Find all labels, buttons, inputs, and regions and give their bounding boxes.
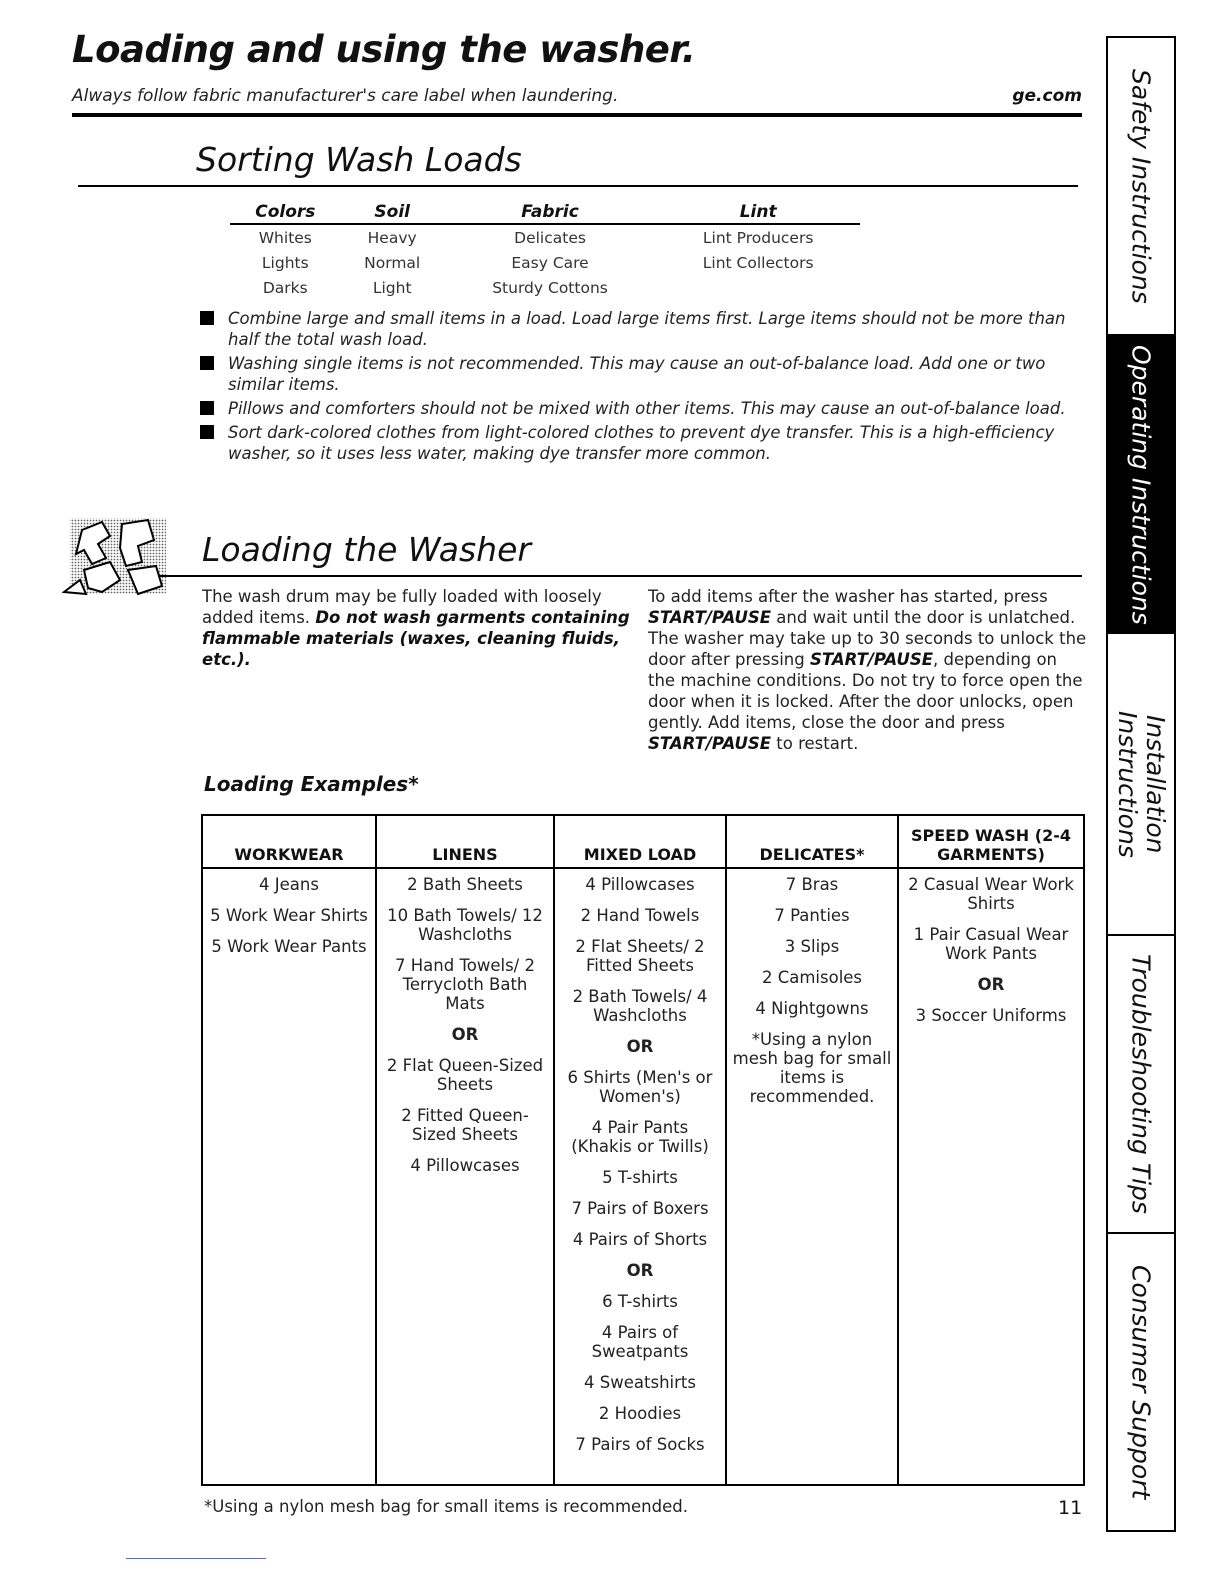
list-item: 4 Sweatshirts	[584, 1373, 696, 1392]
list-item: 2 Hand Towels	[580, 906, 700, 925]
or-separator: OR	[626, 1037, 654, 1056]
loading-section-title: Loading the Washer	[202, 530, 531, 569]
table-cell: Delicates	[514, 229, 586, 247]
header-rule	[72, 113, 1082, 117]
tab-consumer-support[interactable]	[1108, 1234, 1174, 1530]
table-cell: Lint Collectors	[702, 254, 814, 272]
loading-right-paragraph	[648, 586, 1088, 754]
bullet-text: Sort dark-colored clothes from light-colored clothes to prevent dye transfer. This is a high-efficiency washer, so it uses less water, making dye transfer more common.	[228, 423, 1055, 463]
tab-troubleshooting-tips[interactable]	[1108, 936, 1174, 1232]
page-number: 11	[1058, 1497, 1083, 1519]
list-item: 7 Panties	[774, 906, 850, 925]
workwear-column	[202, 868, 376, 1485]
bullet-text: Washing single items is not recommended. This may cause an out-of-balance load. Add one or two similar items.	[228, 354, 1046, 394]
divider	[126, 1558, 266, 1559]
bullet-square-icon	[200, 401, 214, 415]
list-item: 5 Work Wear Pants	[211, 937, 367, 956]
speed-wash-column	[898, 868, 1084, 1485]
sorting-table	[230, 200, 860, 300]
column-header-linens: LINENS	[376, 815, 554, 868]
column-header-delicates: DELICATES*	[726, 815, 898, 868]
list-item: 5 Work Wear Shirts	[210, 906, 368, 925]
table-cell: Lights	[261, 254, 309, 272]
table-cell: Darks	[262, 279, 308, 297]
list-item	[198, 353, 1078, 395]
list-item: 4 Jeans	[259, 875, 319, 894]
bullet-text: Pillows and comforters should not be mixed with other items. This may cause an out-of-balance load.	[228, 399, 1066, 418]
section-tabs	[1106, 36, 1176, 1532]
tab-operating-instructions[interactable]	[1108, 336, 1174, 634]
tab-label: Operating Instructions	[1126, 345, 1156, 625]
table-cell: Normal	[364, 254, 421, 272]
sorting-header-lint: Lint	[656, 200, 860, 224]
loading-examples-table	[201, 814, 1085, 1486]
table-cell: Light	[372, 279, 412, 297]
list-item: 7 Bras	[785, 875, 839, 894]
column-header-mixed-load: MIXED LOAD	[554, 815, 726, 868]
list-item: 3 Slips	[784, 937, 840, 956]
sorting-rule	[78, 185, 1078, 187]
mixed-load-column	[554, 868, 726, 1485]
tab-label: Troubleshooting Tips	[1126, 954, 1156, 1214]
list-item: 2 Camisoles	[761, 968, 863, 987]
list-item: 4 Pairs of Shorts	[572, 1230, 708, 1249]
table-cell	[656, 275, 860, 300]
list-item: 3 Soccer Uniforms	[915, 1006, 1067, 1025]
or-separator: OR	[977, 975, 1005, 994]
list-item: 1 Pair Casual Wear Work Pants	[913, 925, 1069, 963]
tab-label: Safety Instructions	[1126, 68, 1156, 304]
list-item: 5 T-shirts	[602, 1168, 678, 1187]
list-item: 6 T-shirts	[602, 1292, 678, 1311]
list-item	[198, 308, 1078, 350]
loading-examples-title: Loading Examples*	[204, 772, 419, 796]
sorting-header-soil: Soil	[341, 200, 444, 224]
start-pause-label: START/PAUSE	[648, 608, 772, 627]
or-separator: OR	[626, 1261, 654, 1280]
laundry-clothes-icon	[62, 510, 174, 602]
linens-column	[376, 868, 554, 1485]
loading-left-paragraph	[202, 586, 642, 670]
list-item: 4 Nightgowns	[755, 999, 869, 1018]
tab-installation-instructions[interactable]	[1108, 634, 1174, 934]
list-item: 2 Flat Queen-Sized Sheets	[386, 1056, 544, 1094]
loading-right-text: and wait until the door is unlatched. The washer may take up to 30 seconds to unlock the door after pressing	[648, 608, 1087, 669]
loading-warning-text: Do not wash garments containing flammable materials (waxes, cleaning fluids, etc.).	[202, 608, 630, 669]
loading-left-text: The wash drum may be fully loaded with loosely added items.	[202, 587, 602, 627]
sorting-header-fabric: Fabric	[444, 200, 657, 224]
list-item: 10 Bath Towels/ 12 Washcloths	[387, 906, 543, 944]
bullet-square-icon	[200, 356, 214, 370]
list-item: 2 Hoodies	[598, 1404, 682, 1423]
tab-label: Consumer Support	[1126, 1264, 1156, 1500]
table-cell: Whites	[258, 229, 312, 247]
list-item: 4 Pair Pants (Khakis or Twills)	[571, 1118, 709, 1156]
delicates-note: *Using a nylon mesh bag for small items is recommended.	[732, 1030, 892, 1106]
list-item: 4 Pillowcases	[410, 1156, 520, 1175]
footnote: *Using a nylon mesh bag for small items is recommended.	[204, 1497, 688, 1516]
list-item: 2 Bath Sheets	[407, 875, 523, 894]
list-item: 2 Fitted Queen-Sized Sheets	[401, 1106, 529, 1144]
column-header-workwear: WORKWEAR	[202, 815, 376, 868]
bullet-square-icon	[200, 425, 214, 439]
table-row	[230, 250, 860, 275]
list-item: 2 Bath Towels/ 4 Washcloths	[572, 987, 708, 1025]
loading-right-text: To add items after the washer has started, press	[648, 587, 1048, 606]
tab-label: Installation Instructions	[1113, 710, 1170, 858]
start-pause-label: START/PAUSE	[648, 734, 772, 753]
bullet-text: Combine large and small items in a load. Load large items first. Large items should not be more than half the total wash load.	[228, 309, 1066, 349]
column-header-speed-wash: SPEED WASH (2-4 GARMENTS)	[898, 815, 1084, 868]
table-cell: Heavy	[367, 229, 417, 247]
bullet-square-icon	[200, 311, 214, 325]
list-item: 7 Pairs of Socks	[575, 1435, 705, 1454]
loading-rule	[160, 575, 1082, 577]
list-item: 7 Hand Towels/ 2 Terrycloth Bath Mats	[395, 956, 535, 1013]
table-cell: Sturdy Cottons	[492, 279, 608, 297]
list-item: 2 Casual Wear Work Shirts	[908, 875, 1074, 913]
sorting-section-title: Sorting Wash Loads	[196, 140, 522, 179]
list-item: 4 Pairs of Sweatpants	[591, 1323, 689, 1361]
sorting-header-colors: Colors	[230, 200, 341, 224]
table-row	[230, 275, 860, 300]
start-pause-label: START/PAUSE	[809, 650, 934, 669]
sorting-bullet-list	[198, 308, 1078, 467]
list-item	[198, 398, 1078, 419]
loading-right-text: , depending on the machine conditions. Do not try to force open the door when it is locked. After the door unlocks, open gently. Add items, close the door and press	[648, 650, 1083, 732]
list-item: 2 Flat Sheets/ 2 Fitted Sheets	[575, 937, 705, 975]
delicates-column	[726, 868, 898, 1485]
or-separator: OR	[451, 1025, 479, 1044]
tab-safety-instructions[interactable]	[1108, 38, 1174, 334]
page-title: Loading and using the washer.	[72, 28, 696, 71]
table-cell: Easy Care	[511, 254, 589, 272]
list-item: 7 Pairs of Boxers	[571, 1199, 709, 1218]
table-cell: Lint Producers	[702, 229, 814, 247]
list-item: 4 Pillowcases	[585, 875, 695, 894]
list-item: 6 Shirts (Men's or Women's)	[567, 1068, 713, 1106]
list-item	[198, 422, 1078, 464]
page-subtitle: Always follow fabric manufacturer's care label when laundering.	[72, 86, 619, 106]
site-link[interactable]: ge.com	[1012, 86, 1082, 106]
loading-right-text: to restart.	[776, 734, 859, 753]
table-row	[230, 224, 860, 250]
